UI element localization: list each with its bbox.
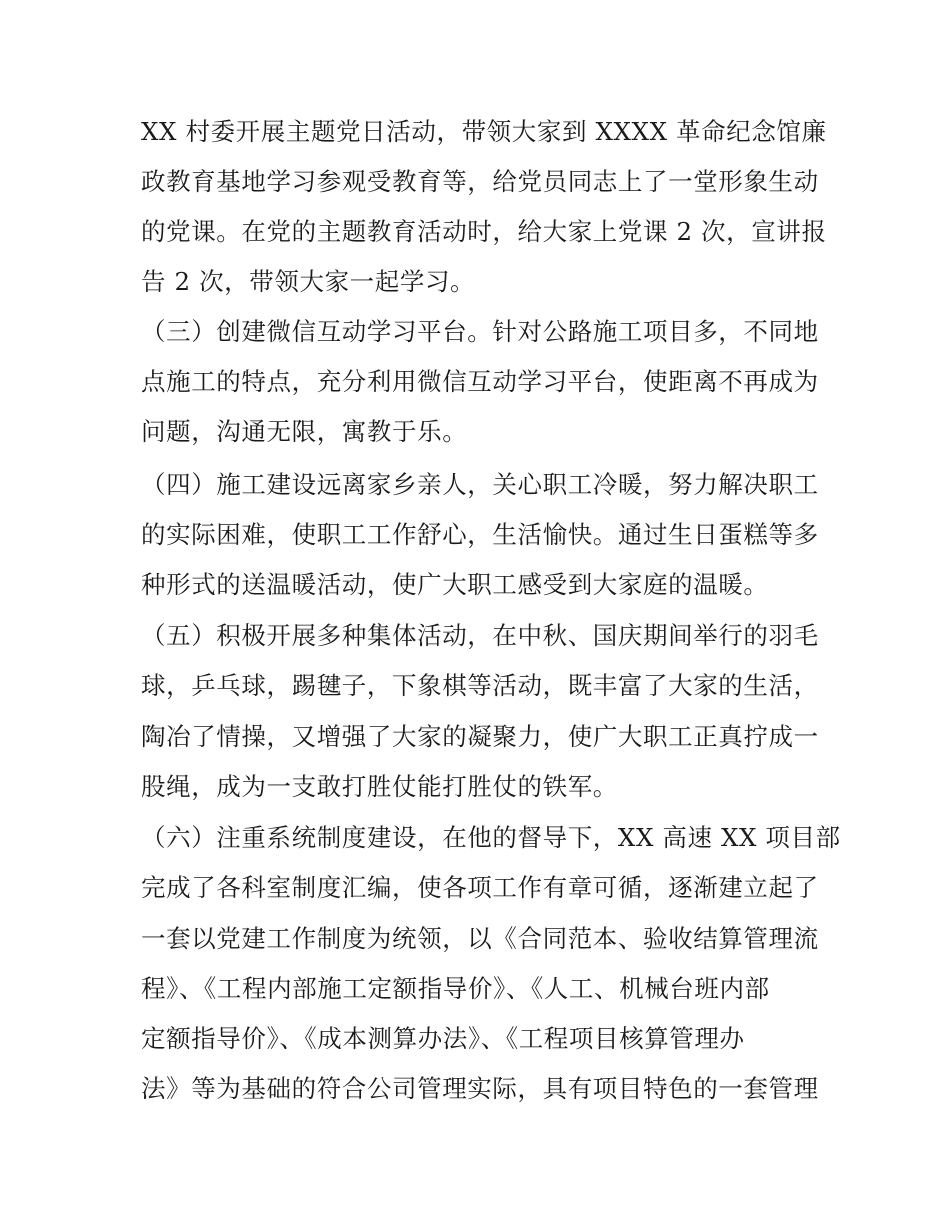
text-line: （四）施工建设远离家乡亲人，关心职工冷暖，努力解决职工: [141, 470, 819, 499]
text-line: 股绳，成为一支敢打胜仗能打胜仗的铁军。: [141, 772, 618, 801]
text-line: 法》等为基础的符合公司管理实际，具有项目特色的一套管理: [141, 1074, 819, 1103]
text-line: 的党课。在党的主题教育活动时，给大家上党课 2 次，宣讲报: [141, 217, 827, 246]
text-line: （五）积极开展多种集体活动，在中秋、国庆期间举行的羽毛: [141, 621, 819, 650]
text-line: 种形式的送温暖活动，使广大职工感受到大家庭的温暖。: [141, 570, 769, 599]
text-line: 程》、《工程内部施工定额指导价》、《人工、机械台班内部: [141, 974, 770, 1003]
text-line: XX 村委开展主题党日活动，带领大家到 XXXX 革命纪念馆廉: [141, 117, 827, 146]
text-line: 完成了各科室制度汇编，使各项工作有章可循，逐渐建立起了: [141, 873, 819, 902]
text-line: （三）创建微信互动学习平台。针对公路施工项目多，不同地: [141, 317, 819, 346]
text-line: 一套以党建工作制度为统领，以《合同范本、验收结算管理流: [141, 924, 819, 953]
text-line: 点施工的特点，充分利用微信互动学习平台，使距离不再成为: [141, 367, 819, 396]
text-line: 球，乒乓球，踢毽子，下象棋等活动，既丰富了大家的生活，: [141, 671, 819, 700]
text-line: 陶冶了情操，又增强了大家的凝聚力，使广大职工正真拧成一: [141, 722, 819, 751]
text-line: 政教育基地学习参观受教育等，给党员同志上了一堂形象生动: [141, 167, 819, 196]
text-line: 的实际困难，使职工工作舒心，生活愉快。通过生日蛋糕等多: [141, 520, 819, 549]
text-line: 问题，沟通无限，寓教于乐。: [141, 417, 468, 446]
text-line: 定额指导价》、《成本测算办法》、《工程项目核算管理办: [141, 1024, 745, 1053]
text-line: 告 2 次，带领大家一起学习。: [141, 267, 476, 296]
text-line: （六）注重系统制度建设，在他的督导下，XX 高速 XX 项目部: [141, 823, 841, 852]
